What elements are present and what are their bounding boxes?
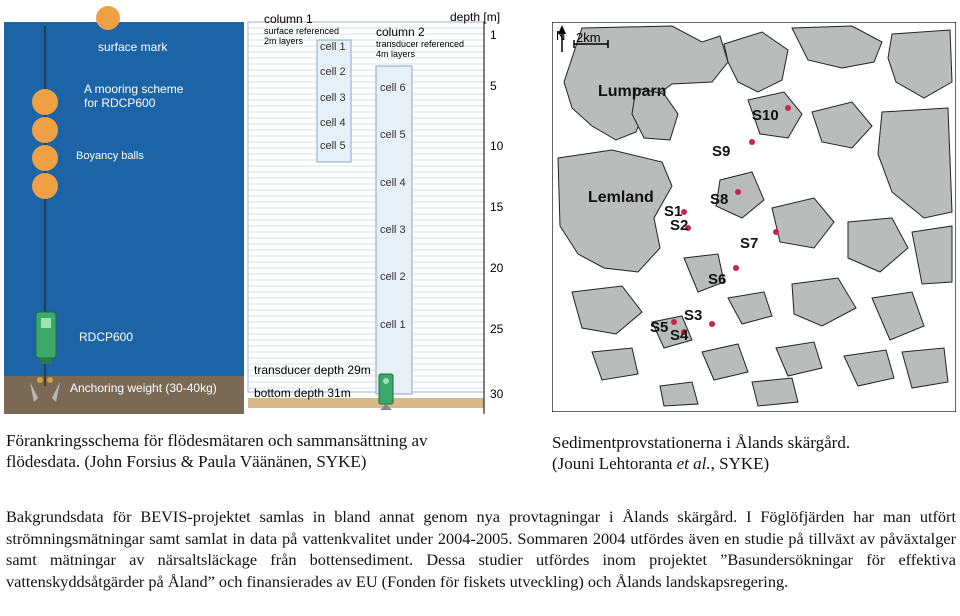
- right-caption-line2: [552, 453, 956, 474]
- depth-header: depth [m]: [450, 10, 501, 24]
- station-dot: [733, 265, 739, 271]
- depth-tick: 5: [490, 79, 497, 93]
- left-caption-line2: flödesdata. (John Forsius & Paula Väänänen, SYKE): [6, 452, 367, 471]
- anchor-label: Anchoring weight (30-40kg): [70, 381, 217, 395]
- col1-cell-label: cell 5: [320, 140, 346, 152]
- station-dot: [735, 189, 741, 195]
- body-paragraph: Bakgrundsdata för BEVIS-projektet samlas in bland annat genom nya provtagningar i Ålands skärgård. I Föglöfjärden har man utfört strömningsmätningar samt samlat in data på vattenkvalitet under 2004-2005. Sommaren 2004 utfördes även en studie på tillväxt av påväxtalger samt mätningar av närsaltsläckage från bottensediment. Dessa studier utfördes inom projektet ”Basundersökningar för effektiva vattenskyddsåtgärder på Åland” och finansierades av EU (Fonden för fiskets utveckling) och Ålands landskapsregering.: [6, 507, 956, 591]
- station-label: S1: [664, 203, 683, 220]
- right-caption-line1: Sedimentprovstationerna i Ålands skärgård.: [552, 433, 851, 452]
- column2-title: column 2: [376, 25, 425, 39]
- col2-cell-label: cell 1: [380, 319, 406, 331]
- station-label: S2: [670, 217, 689, 234]
- right-caption: [552, 432, 956, 474]
- left-caption: [6, 430, 526, 472]
- buoyancy-ball: [32, 89, 58, 115]
- station-label: S5: [650, 319, 669, 336]
- island: [660, 382, 698, 406]
- depth-tick: 10: [490, 139, 504, 153]
- station-map-svg: [552, 22, 956, 412]
- depth-tick: 25: [490, 322, 504, 336]
- col1-cell-label: cell 1: [320, 41, 346, 53]
- column1-sub2: 2m layers: [264, 36, 304, 46]
- scale-label: 2km: [576, 30, 601, 45]
- transducer-depth-label: transducer depth 29m: [254, 363, 371, 377]
- col1-cell-label: cell 4: [320, 117, 346, 129]
- rdcp600-instrument: [36, 312, 56, 364]
- station-dot: [773, 229, 779, 235]
- island: [752, 378, 798, 406]
- station-dot: [671, 319, 677, 325]
- right-caption-etal: et al.: [676, 454, 711, 473]
- station-map-figure: [552, 22, 956, 412]
- station-label: S10: [752, 107, 779, 124]
- col2-cell-label: cell 4: [380, 177, 406, 189]
- north-label: N: [556, 28, 566, 43]
- right-caption-prefix: (Jouni Lehtoranta: [552, 454, 677, 473]
- depth-tick: 20: [490, 261, 504, 275]
- station-label: S6: [708, 271, 727, 288]
- depth-tick: 1: [490, 28, 497, 42]
- depth-tick: 30: [490, 387, 504, 401]
- column2-sub1: transducer referenced: [376, 39, 465, 49]
- station-dot: [709, 321, 715, 327]
- place-label: Lumparn: [598, 83, 667, 100]
- col2-cell-label: cell 6: [380, 82, 406, 94]
- depth-tick: 15: [490, 200, 504, 214]
- surface-mark-label: surface mark: [98, 40, 168, 54]
- right-caption-suffix: , SYKE): [710, 454, 770, 473]
- station-label: S8: [710, 191, 729, 208]
- buoyancy-ball: [32, 173, 58, 199]
- layer-lines: [248, 28, 484, 388]
- col1-cell-label: cell 3: [320, 92, 346, 104]
- rdcp600-label: RDCP600: [79, 330, 134, 344]
- station-label: S3: [684, 307, 703, 324]
- station-dot: [785, 105, 791, 111]
- col2-cell-label: cell 3: [380, 224, 406, 236]
- buoyancy-ball: [32, 117, 58, 143]
- station-label: S9: [712, 143, 731, 160]
- col2-cell-label: cell 2: [380, 271, 406, 283]
- mooring-scheme-svg: [4, 6, 512, 414]
- left-caption-line1: Förankringsschema för flödesmätaren och sammansättning av: [6, 431, 428, 450]
- station-label: S4: [670, 327, 689, 344]
- layer-table: [248, 22, 484, 392]
- buoyancy-ball: [32, 145, 58, 171]
- bottom-depth-label: bottom depth 31m: [254, 386, 351, 400]
- scheme-title-line2: for RDCP600: [84, 96, 156, 110]
- col2-cell-label: cell 5: [380, 129, 406, 141]
- station-dot: [749, 139, 755, 145]
- column1-title: column 1: [264, 12, 313, 26]
- station-label: S7: [740, 235, 759, 252]
- col1-cell-label: cell 2: [320, 66, 346, 78]
- column1-sub1: surface referenced: [264, 26, 340, 36]
- scheme-title-line1: A mooring scheme: [84, 82, 184, 96]
- column2-sub2: 4m layers: [376, 49, 416, 59]
- boyancy-balls-label: Boyancy balls: [76, 150, 144, 162]
- surface-mark-buoy: [96, 6, 120, 30]
- mooring-scheme-figure: [4, 6, 512, 414]
- place-label: Lemland: [588, 189, 654, 206]
